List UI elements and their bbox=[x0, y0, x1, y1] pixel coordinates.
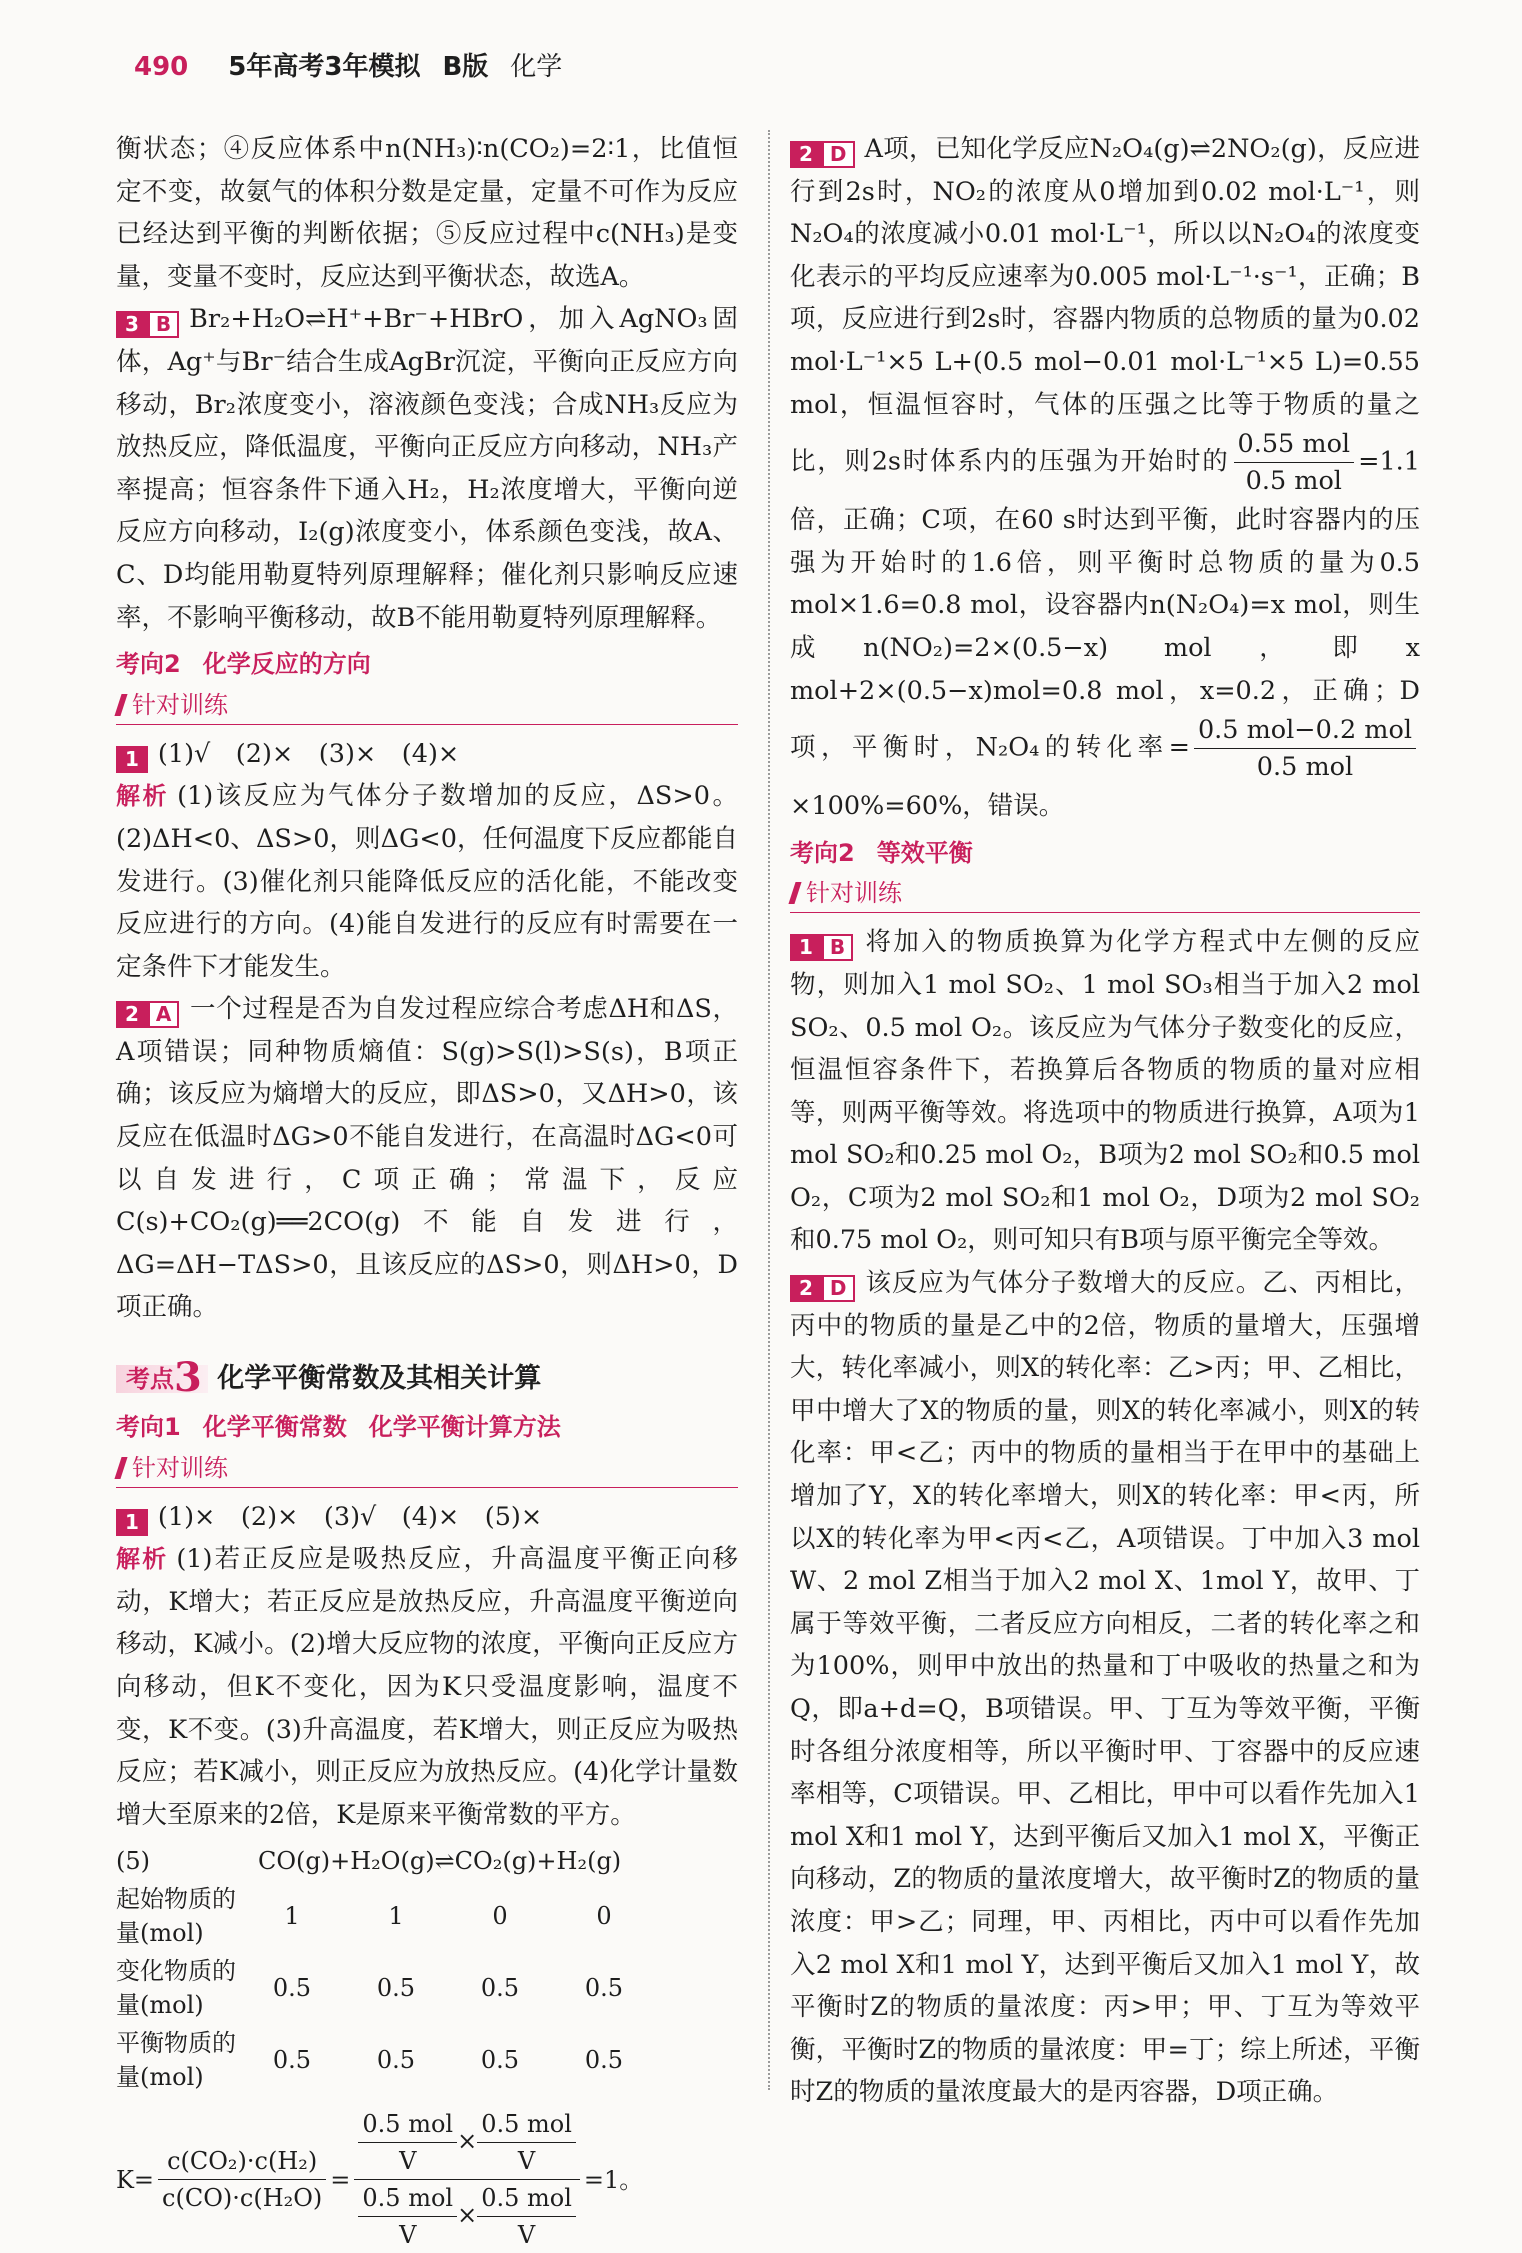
question-badge: 1 bbox=[116, 746, 148, 773]
practice-heading: 针对训练 bbox=[790, 874, 1420, 913]
equilibrium-constant-formula: K= $\frac{\text{c(CO₂)·c(H₂)}}{\text{c(CO)·c(H₂O)}}$ = $\frac{\text{0.5 mol}}{V}$ × $\frac{\text{0.5 mol}}{V}$ $\frac{\text{0.5 mol}}{V}$ × $\frac{\text{0.5 mol}}{V}$ =1。 bbox=[116, 2106, 738, 2253]
right-column bbox=[790, 128, 1420, 2114]
book-edition: B版 bbox=[442, 52, 489, 82]
question-badge: 3 B bbox=[116, 311, 179, 338]
answer-2: 2 A 一个过程是否为自发过程应综合考虑ΔH和ΔS，A项错误；同种物质熵值：S(g)>S(l)>S(s)，B项正确；该反应为熵增大的反应，即ΔS>0，又ΔH>0，该反应在低温时ΔG>0不能自发进行，在高温时ΔG<0可以自发进行，C项正确；常温下，反应C(s)+CO₂(g)══2CO(g)不能自发进行，ΔG=ΔH−TΔS>0，且该反应的ΔS>0，则ΔH>0，D项正确。 bbox=[116, 994, 738, 1323]
question-badge: 1 bbox=[116, 1509, 148, 1536]
pen-icon bbox=[788, 882, 801, 904]
answer-2-rate: 2 D A项，已知化学反应N₂O₄(g)⇌2NO₂(g)，反应进行到2s时，NO₂的浓度从0增加到0.02 mol·L⁻¹，则N₂O₄的浓度减小0.01 mol·L⁻¹，所以以N₂O₄的浓度变化表示的平均反应速率为0.005 mol·L⁻¹·s⁻¹，正确；B项，反应进行到2s时，容器内物质的总物质的量为0.02 mol·L⁻¹×5 L+(0.5 mol−0.01 mol·L⁻¹×5 L)=0.55 mol，恒温恒容时，气体的压强之比等于物质的量之比，则2s时体系内的压强为开始时的 $\frac{\text{0.55 mol}}{\text{0.5 mol}}$ =1.1倍，正确；C项，在60 s时达到平衡，此时容器内的压强为开始时的1.6倍，则平衡时总物质的量为0.5 mol×1.6=0.8 mol，设容器内n(N₂O₄)=x mol，则生成n(NO₂)=2×(0.5−x) mol，即x mol+2×(0.5−x)mol=0.8 mol，x=0.2，正确；D项，平衡时，N₂O₄的转化率= $\frac{\text{0.5 mol−0.2 mol}}{\text{0.5 mol}}$ ×100%=60%，错误。 bbox=[790, 134, 1420, 822]
page-number: 490 bbox=[134, 52, 189, 82]
section-heading-direction: 考向2 化学反应的方向 bbox=[116, 650, 371, 679]
column-divider bbox=[768, 130, 770, 2090]
question-badge: 2 D bbox=[790, 1275, 855, 1302]
equation: CO(g)+H₂O(g)⇌CO₂(g)+H₂(g) bbox=[258, 1847, 622, 1876]
question-badge: 2 A bbox=[116, 1001, 179, 1028]
topic-heading-3: 考点3 化学平衡常数及其相关计算 bbox=[116, 1355, 738, 1402]
answer-2-equivalent: 2 D 该反应为气体分子数增大的反应。乙、丙相比，丙中的物质的量是乙中的2倍，物质的量增大，压强增大，转化率减小，则X的转化率：乙>丙；甲、乙相比，甲中增大了X的物质的量，则X的转化率减小，则X的转化率：甲<乙；丙中的物质的量相当于在甲中的基础上增加了Y，X的转化率增大，则X的转化率：甲<丙，所以X的转化率为甲<丙<乙，A项错误。丁中加入3 mol W、2 mol Z相当于加入2 mol X、1mol Y，故甲、丁属于等效平衡，二者反应方向相反，二者的转化率之和为100%，则甲中放出的热量和丁中吸收的热量之和为Q，即a+d=Q，B项错误。甲、丁互为等效平衡，平衡时各组分浓度相等，所以平衡时甲、丁容器中的反应速率相等，C项错误。甲、乙相比，甲中可以看作先加入1 mol X和1 mol Y，达到平衡后又加入1 mol X，平衡正向移动，Z的物质的量浓度增大，故平衡时Z的物质的量浓度：甲>乙；同理，甲、丙相比，丙中可以看作先加入2 mol X和1 mol Y，达到平衡后又加入1 mol Y，故平衡时Z的物质的量浓度：丙>甲；甲、丁互为等效平衡，平衡时Z的物质的量浓度：甲=丁；综上所述，平衡时Z的物质的量浓度最大的是丙容器，D项正确。 bbox=[790, 1268, 1420, 2108]
practice-heading: 针对训练 bbox=[116, 686, 738, 725]
left-column bbox=[116, 128, 738, 2253]
answer-3: 3 B Br₂+H₂O⇌H⁺+Br⁻+HBrO，加入AgNO₃固体，Ag⁺与Br⁻结合生成AgBr沉淀，平衡向正反应方向移动，Br₂浓度变小，溶液颜色变浅；合成NH₃反应为放热反应，降低温度，平衡向正反应方向移动，NH₃产率提高；恒容条件下通入H₂，H₂浓度增大，平衡向逆反应方向移动，I₂(g)浓度变小，体系颜色变浅，故A、C、D均能用勒夏特列原理解释；催化剂只影响反应速率，不影响平衡移动，故B不能用勒夏特列原理解释。 bbox=[116, 304, 738, 633]
table-row: 变化物质的量(mol) 0.5 0.5 0.5 0.5 bbox=[116, 1957, 624, 2020]
three-line-table: (5) CO(g)+H₂O(g)⇌CO₂(g)+H₂(g) 起始物质的量(mol) 1 1 0 0 变化物质的量(mol) 0.5 0.5 0.5 0.5 平衡物质的量(mol) 0.5 0.5 0.5 0.5 bbox=[116, 1842, 660, 2096]
intro-paragraph: 衡状态；④反应体系中n(NH₃)∶n(CO₂)=2∶1，比值恒定不变，故氨气的体积分数是定量，定量不可作为反应已经达到平衡的判断依据；⑤反应过程中c(NH₃)是变量，变量不变时，反应达到平衡状态，故选A。 bbox=[116, 134, 738, 292]
answer-1-judgment: 1 (1)√ (2)× (3)× (4)× bbox=[116, 733, 738, 776]
table-row: 起始物质的量(mol) 1 1 0 0 bbox=[116, 1885, 612, 1948]
question-badge: 2 D bbox=[790, 141, 855, 168]
pen-icon bbox=[114, 1457, 127, 1479]
table-row: 平衡物质的量(mol) 0.5 0.5 0.5 0.5 bbox=[116, 2029, 624, 2092]
answer-1-equivalent: 1 B 将加入的物质换算为化学方程式中左侧的反应物，则加入1 mol SO₂、1 mol SO₃相当于加入2 mol SO₂、0.5 mol O₂。该反应为气体分子数变化的反应，恒温恒容条件下，若换算后各物质的物质的量对应相等，则两平衡等效。将选项中的物质进行换算，A项为1 mol SO₂和0.25 mol O₂，B项为2 mol SO₂和0.5 mol O₂，C项为2 mol SO₂和1 mol O₂，D项为2 mol SO₂和0.75 mol O₂，则可知只有B项与原平衡完全等效。 bbox=[790, 927, 1420, 1256]
analysis-1: 解析 (1)该反应为气体分子数增加的反应，ΔS>0。(2)ΔH<0、ΔS>0，则ΔG<0，任何温度下反应都能自发进行。(3)催化剂只能降低反应的活化能，不能改变反应进行的方向。(4)能自发进行的反应有时需要在一定条件下才能发生。 bbox=[116, 781, 738, 982]
page-header bbox=[134, 46, 562, 90]
pen-icon bbox=[114, 694, 127, 716]
practice-heading: 针对训练 bbox=[116, 1449, 738, 1488]
answer-1-judgment-b: 1 (1)× (2)× (3)√ (4)× (5)× bbox=[116, 1496, 738, 1539]
question-badge: 1 B bbox=[790, 934, 853, 961]
section-heading-equivalent: 考向2 等效平衡 bbox=[790, 838, 973, 867]
analysis-2: 解析 (1)若正反应是吸热反应，升高温度平衡正向移动，K增大；若正反应是放热反应，升高温度平衡逆向移动，K减小。(2)增大反应物的浓度，平衡向正反应方向移动，但K不变化，因为K只受温度影响，温度不变，K不变。(3)升高温度，若K增大，则正反应为吸热反应；若K减小，则正反应为放热反应。(4)化学计量数增大至原来的2倍，K是原来平衡常数的平方。 bbox=[116, 1544, 739, 1830]
book-subject: 化学 bbox=[510, 52, 563, 82]
book-title: 5年高考3年模拟 bbox=[228, 52, 421, 82]
section-heading-constant: 考向1 化学平衡常数 化学平衡计算方法 bbox=[116, 1413, 561, 1442]
